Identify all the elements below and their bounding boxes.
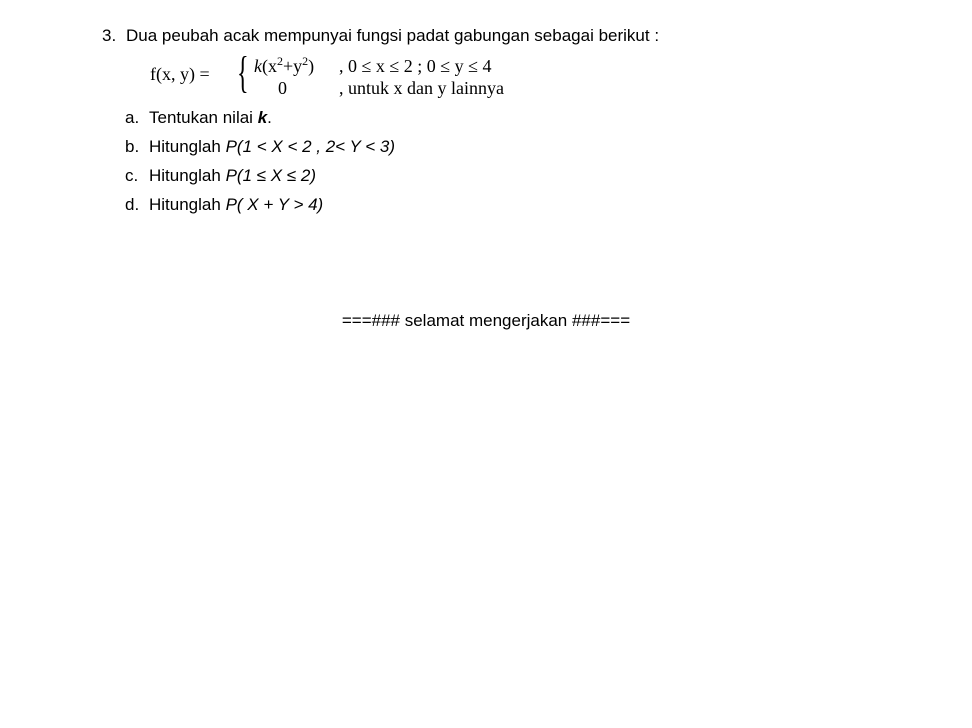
formula-case-1-condition: , 0 ≤ x ≤ 2 ; 0 ≤ y ≤ 4: [339, 56, 492, 76]
probability-expression: P( X + Y > 4): [225, 195, 324, 214]
question-number: 3.: [102, 26, 117, 45]
sub-question-list: [125, 107, 395, 223]
formula-case-2-condition: , untuk x dan y lainnya: [339, 78, 504, 98]
formula-case-1: [254, 54, 492, 77]
closing-message: ===### selamat mengerjakan ###===: [341, 311, 631, 330]
formula-case-2-expression: 0: [278, 78, 287, 98]
formula-lhs: f(x, y) =: [150, 64, 210, 84]
variable-k: k: [257, 108, 268, 127]
probability-expression: P(1 < X < 2 , 2< Y < 3): [225, 137, 396, 156]
sub-question-c: c. Hitunglah P(1 ≤ X ≤ 2): [125, 166, 317, 185]
formula-case-2: [254, 78, 504, 99]
formula-case-1-expression: $k(x^2+y^2)$: [254, 54, 315, 76]
sub-question-d: d. Hitunglah P( X + Y > 4): [125, 195, 324, 214]
probability-expression: P(1 ≤ X ≤ 2): [225, 166, 317, 185]
sub-question-a: a. Tentukan nilai k.: [125, 108, 272, 127]
sub-question-b: b. Hitunglah P(1 < X < 2 , 2< Y < 3): [125, 137, 396, 156]
question-text: Dua peubah acak mempunyai fungsi padat gabungan sebagai berikut :: [126, 26, 660, 45]
question-3: [102, 25, 659, 47]
formula-brace: {: [237, 48, 249, 97]
